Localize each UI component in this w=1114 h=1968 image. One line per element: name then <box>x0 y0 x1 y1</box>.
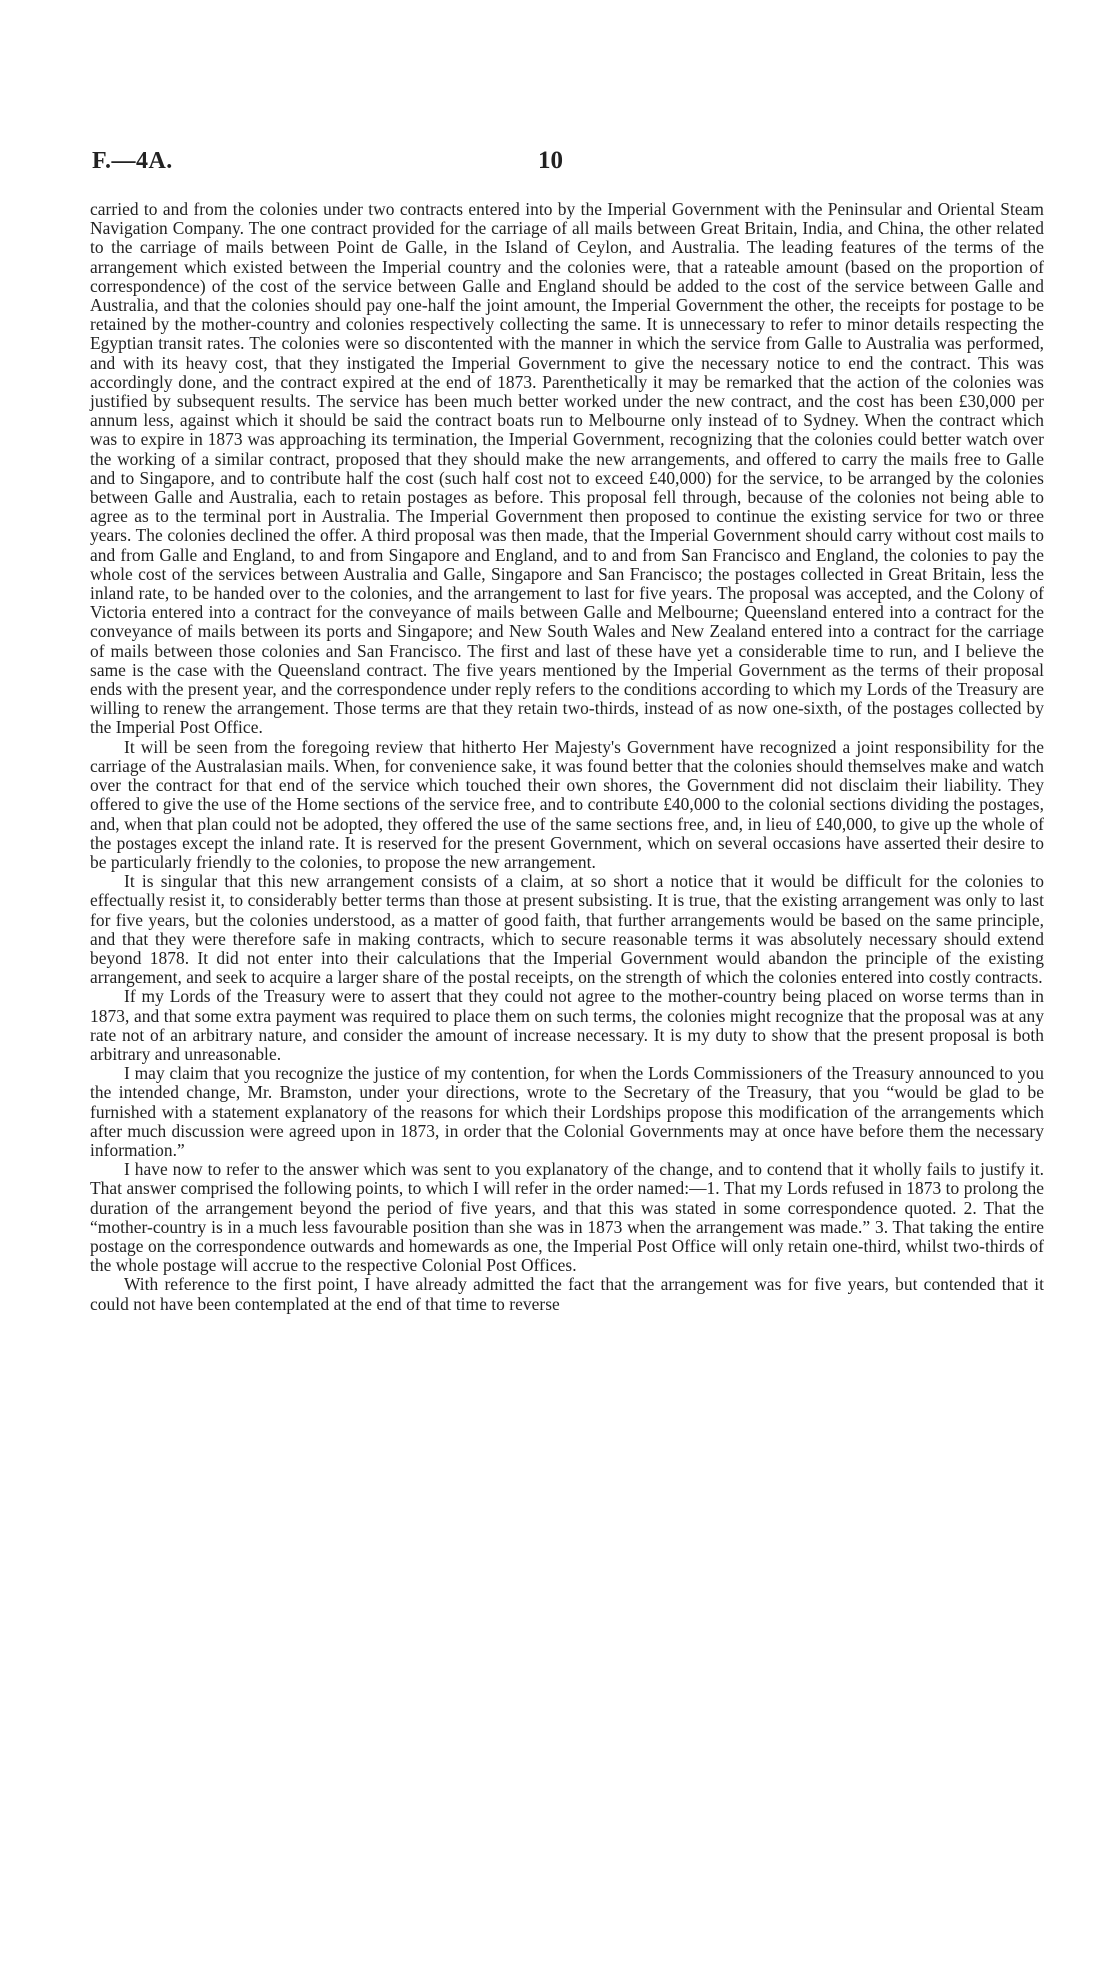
body-text <box>90 200 1044 1314</box>
paragraph: If my Lords of the Treasury were to assert that they could not agree to the mother-country being placed on worse terms than in 1873, and that some extra payment was required to place them on such terms, the colonies might recognize that the proposal was at any rate not of an arbitrary nature, and consider the amount of increase necessary. It is my duty to show that the present proposal is both arbitrary and unreasonable. <box>90 986 1044 1064</box>
paragraph: I have now to refer to the answer which was sent to you explanatory of the change, and to contend that it wholly fails to justify it. That answer comprised the following points, to which I will refer in the order named:—1. That my Lords refused in 1873 to prolong the duration of the arrangement beyond the period of five years, and that this was stated in some correspondence quoted. 2. That the “mother-country is in a much less favourable position than she was in 1873 when the arrangement was made.” 3. That taking the entire postage on the correspondence outwards and homewards as one, the Imperial Post Office will only retain one-third, whilst two-thirds of the whole postage will accrue to the respective Colonial Post Offices. <box>90 1159 1044 1276</box>
document-reference: F.—4A. <box>92 148 173 174</box>
paragraph: I may claim that you recognize the justice of my contention, for when the Lords Commissioners of the Treasury announced to you the intended change, Mr. Bramston, under your directions, wrote to the Secretary of the Treasury, that you “would be glad to be furnished with a statement explanatory of the reasons for which their Lordships propose this modification of the arrangements which after much discussion were agreed upon in 1873, in order that the Colonial Governments may at once have before them the necessary information.” <box>90 1063 1044 1160</box>
paragraph: With reference to the first point, I have already admitted the fact that the arrangement was for five years, but contended that it could not have been contemplated at the end of that time to reverse <box>90 1274 1044 1314</box>
paragraph: carried to and from the colonies under two contracts entered into by the Imperial Government with the Peninsular and Oriental Steam Navigation Company. The one contract provided for the carriage of all mails between Great Britain, India, and China, the other related to the carriage of mails between Point de Galle, in the Island of Ceylon, and Australia. The leading features of the terms of the arrangement which existed between the Imperial country and the colonies were, that a rateable amount (based on the proportion of correspondence) of the cost of the service between Galle and England should be added to the cost of the service between Galle and Australia, and that the colonies should pay one-half the joint amount, the Imperial Government the other, the receipts for postage to be retained by the mother-country and colonies respectively collecting the same. It is unnecessary to refer to minor details respecting the Egyptian transit rates. The colonies were so discontented with the manner in which the service from Galle to Australia was performed, and with its heavy cost, that they instigated the Imperial Government to give the necessary notice to end the contract. This was accordingly done, and the contract expired at the end of 1873. Parenthetically it may be remarked that the action of the colonies was justified by subsequent results. The service has been much better worked under the new contract, and the cost has been £30,000 per annum less, against which it should be said the contract boats run to Melbourne only instead of to Sydney. When the contract which was to expire in 1873 was approaching its termination, the Imperial Government, recognizing that the colonies could better watch over the working of a similar contract, proposed that they should make the new arrangements, and offered to carry the mails free to Galle and to Singapore, and to contribute half the cost (such half cost not to exceed £40,000) for the service, to be arranged by the colonies between Galle and Australia, each to retain postages as before. This proposal fell through, because of the colonies not being able to agree as to the terminal port in Australia. The Imperial Government then proposed to continue the existing service for two or three years. The colonies declined the offer. A third proposal was then made, that the Imperial Government should carry without cost mails to and from Galle and England, to and from Singapore and England, and to and from San Francisco and England, the colonies to pay the whole cost of the services between Australia and Galle, Singapore and San Francisco; the postages collected in Great Britain, less the inland rate, to be handed over to the colonies, and the arrangement to last for five years. The proposal was accepted, and the Colony of Victoria entered into a contract for the conveyance of mails between Galle and Melbourne; Queensland entered into a contract for the conveyance of mails between its ports and Singapore; and New South Wales and New Zealand entered into a contract for the carriage of mails between those colonies and San Francisco. The first and last of these have yet a considerable time to run, and I believe the same is the case with the Queensland contract. The five years mentioned by the Imperial Government as the terms of their proposal ends with the present year, and the correspondence under reply refers to the conditions according to which my Lords of the Treasury are willing to renew the arrangement. Those terms are that they retain two-thirds, instead of as now one-sixth, of the postages collected by the Imperial Post Office. <box>90 199 1044 738</box>
paragraph: It will be seen from the foregoing review that hitherto Her Majesty's Government have recognized a joint responsibility for the carriage of the Australasian mails. When, for convenience sake, it was found better that the colonies should themselves make and watch over the contract for that end of the service which touched their own shores, the Government did not disclaim their liability. They offered to give the use of the Home sections of the service free, and to contribute £40,000 to the colonial sections dividing the postages, and, when that plan could not be adopted, they offered the use of the same sections free, and, in lieu of £40,000, to give up the whole of the postages except the inland rate. It is reserved for the present Government, which on several occasions have asserted their desire to be particularly friendly to the colonies, to propose the new arrangement. <box>90 736 1044 872</box>
page-header <box>90 138 1044 178</box>
page-number: 10 <box>538 147 563 174</box>
paragraph: It is singular that this new arrangement consists of a claim, at so short a notice that it would be difficult for the colonies to effectually resist it, to considerably better terms than those at present subsisting. It is true, that the existing arrangement was only to last for five years, but the colonies understood, as a matter of good faith, that further arrangements would be based on the same principle, and that they were therefore safe in making contracts, which to secure reasonable terms it was absolutely necessary should extend beyond 1878. It did not enter into their calculations that the Imperial Government would abandon the principle of the existing arrangement, and seek to acquire a larger share of the postal receipts, on the strength of which the colonies entered into costly contracts. <box>90 871 1044 988</box>
document-page <box>90 138 1044 1314</box>
